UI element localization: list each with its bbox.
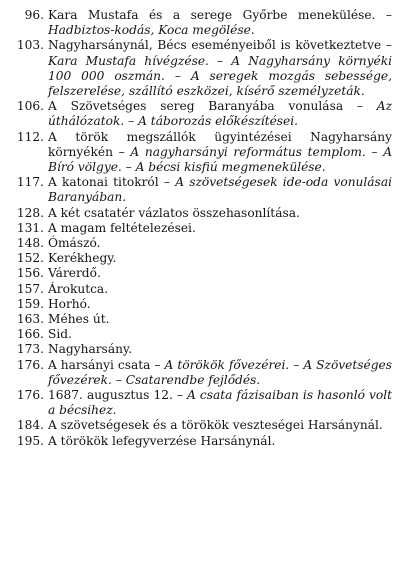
entry-title: Nagyharsány.: [48, 342, 133, 357]
page-number: 159.: [16, 296, 44, 311]
entry-title: Árokutca.: [48, 281, 109, 296]
entry-title: Sid.: [48, 327, 72, 342]
toc-entry: [0, 358, 410, 388]
entry-title: Kerékhegy.: [48, 251, 117, 266]
page-number: 176.: [16, 388, 44, 403]
entry-subtopics: A nagyharsányi református templom. – A Bíró völgye. – A bécsi kisfiú megmenekülése.: [48, 144, 392, 175]
entry-subtopics: Hadbiztos-kodás, Koca megölése.: [48, 23, 255, 38]
page-number: 173.: [16, 342, 44, 357]
entry-subtopics: A csata fázisaiban is hasonló volt a bécsihez.: [48, 388, 393, 418]
entry-text: [48, 175, 392, 205]
entry-title: A szövetségesek és a törökök veszteségei Harsánynál.: [48, 418, 383, 433]
toc-entry: [0, 342, 410, 357]
toc-entry: [0, 206, 410, 221]
entry-title: Ómászó.: [48, 236, 101, 251]
entry-text: [48, 8, 392, 38]
page-number: 152.: [16, 251, 44, 266]
page-number: 128.: [16, 205, 44, 220]
entry-text: [48, 99, 392, 129]
entry-title: 1687. augusztus 12. –: [48, 388, 183, 403]
entry-title: A törökök lefegyverzése Harsánynál.: [48, 433, 276, 448]
entry-title: Nagyharsánynál, Bécs eseményeiből is következtetve –: [48, 38, 392, 53]
entry-title: A magam feltételezései.: [48, 220, 196, 235]
toc-entry: [0, 175, 410, 205]
toc-entry: [0, 282, 410, 297]
page-number: 103.: [16, 38, 44, 53]
entry-subtopics: A szövetségesek ide-oda vonulásai Baranyában.: [48, 175, 392, 205]
toc-entry: [0, 312, 410, 327]
entry-text: [48, 388, 392, 418]
toc-entry: [0, 130, 410, 176]
toc-entry: [0, 327, 410, 342]
page-number: 96.: [24, 8, 44, 22]
entry-title: A török megszállók ügyintézései Nagyharsány környékén –: [48, 129, 392, 159]
entry-subtopics: Az úthálózatok. – A táborozás előkészítései.: [48, 99, 393, 129]
entry-title: Kara Mustafa és a serege Győrbe menekülése. –: [48, 8, 392, 22]
toc-entry: [0, 236, 410, 251]
page-number: 156.: [16, 266, 44, 281]
toc-entry: [0, 251, 410, 266]
page-number: 131.: [16, 220, 44, 235]
toc-entry: [0, 266, 410, 281]
entry-title: A harsányi csata –: [48, 357, 161, 372]
page-number: 157.: [16, 281, 44, 296]
page-number: 148.: [16, 236, 44, 251]
entry-text: [48, 130, 392, 176]
page-number: 106.: [16, 99, 44, 114]
page-number: 163.: [16, 312, 44, 327]
page-number: 184.: [16, 418, 44, 433]
entry-text: [48, 358, 392, 388]
toc-entry: [0, 99, 410, 129]
toc-entry: [0, 388, 410, 418]
entry-title: Méhes út.: [48, 312, 110, 327]
entry-text: [48, 38, 392, 99]
entry-title: A katonai titokról –: [48, 175, 170, 190]
toc-entry: [0, 434, 410, 449]
entry-title: Várerdő.: [48, 266, 101, 281]
toc-entry: [0, 8, 410, 38]
table-of-contents: [0, 8, 410, 449]
page-number: 117.: [16, 175, 44, 190]
entry-title: A Szövetséges sereg Baranyába vonulása –: [48, 99, 363, 114]
entry-subtopics: A törökök fővezérei. – A Szövetséges fővezérek. – Csatarendbe fejlődés.: [48, 357, 393, 387]
toc-entry: [0, 38, 410, 99]
page-number: 176.: [16, 357, 44, 372]
entry-title: A két csatatér vázlatos összehasonlítása.: [48, 205, 300, 220]
entry-subtopics: Kara Mustafa hívégzése. – A Nagyharsány környéki 100 000 oszmán. – A seregek mozgás sebessége, felszerelése, szállító eszközei, kísérő személyzeták.: [48, 53, 392, 99]
page-number: 166.: [16, 327, 44, 342]
page-number: 112.: [16, 129, 44, 144]
toc-entry: [0, 418, 410, 433]
toc-entry: [0, 297, 410, 312]
entry-title: Horhó.: [48, 296, 91, 311]
page-number: 195.: [16, 433, 44, 448]
toc-entry: [0, 221, 410, 236]
